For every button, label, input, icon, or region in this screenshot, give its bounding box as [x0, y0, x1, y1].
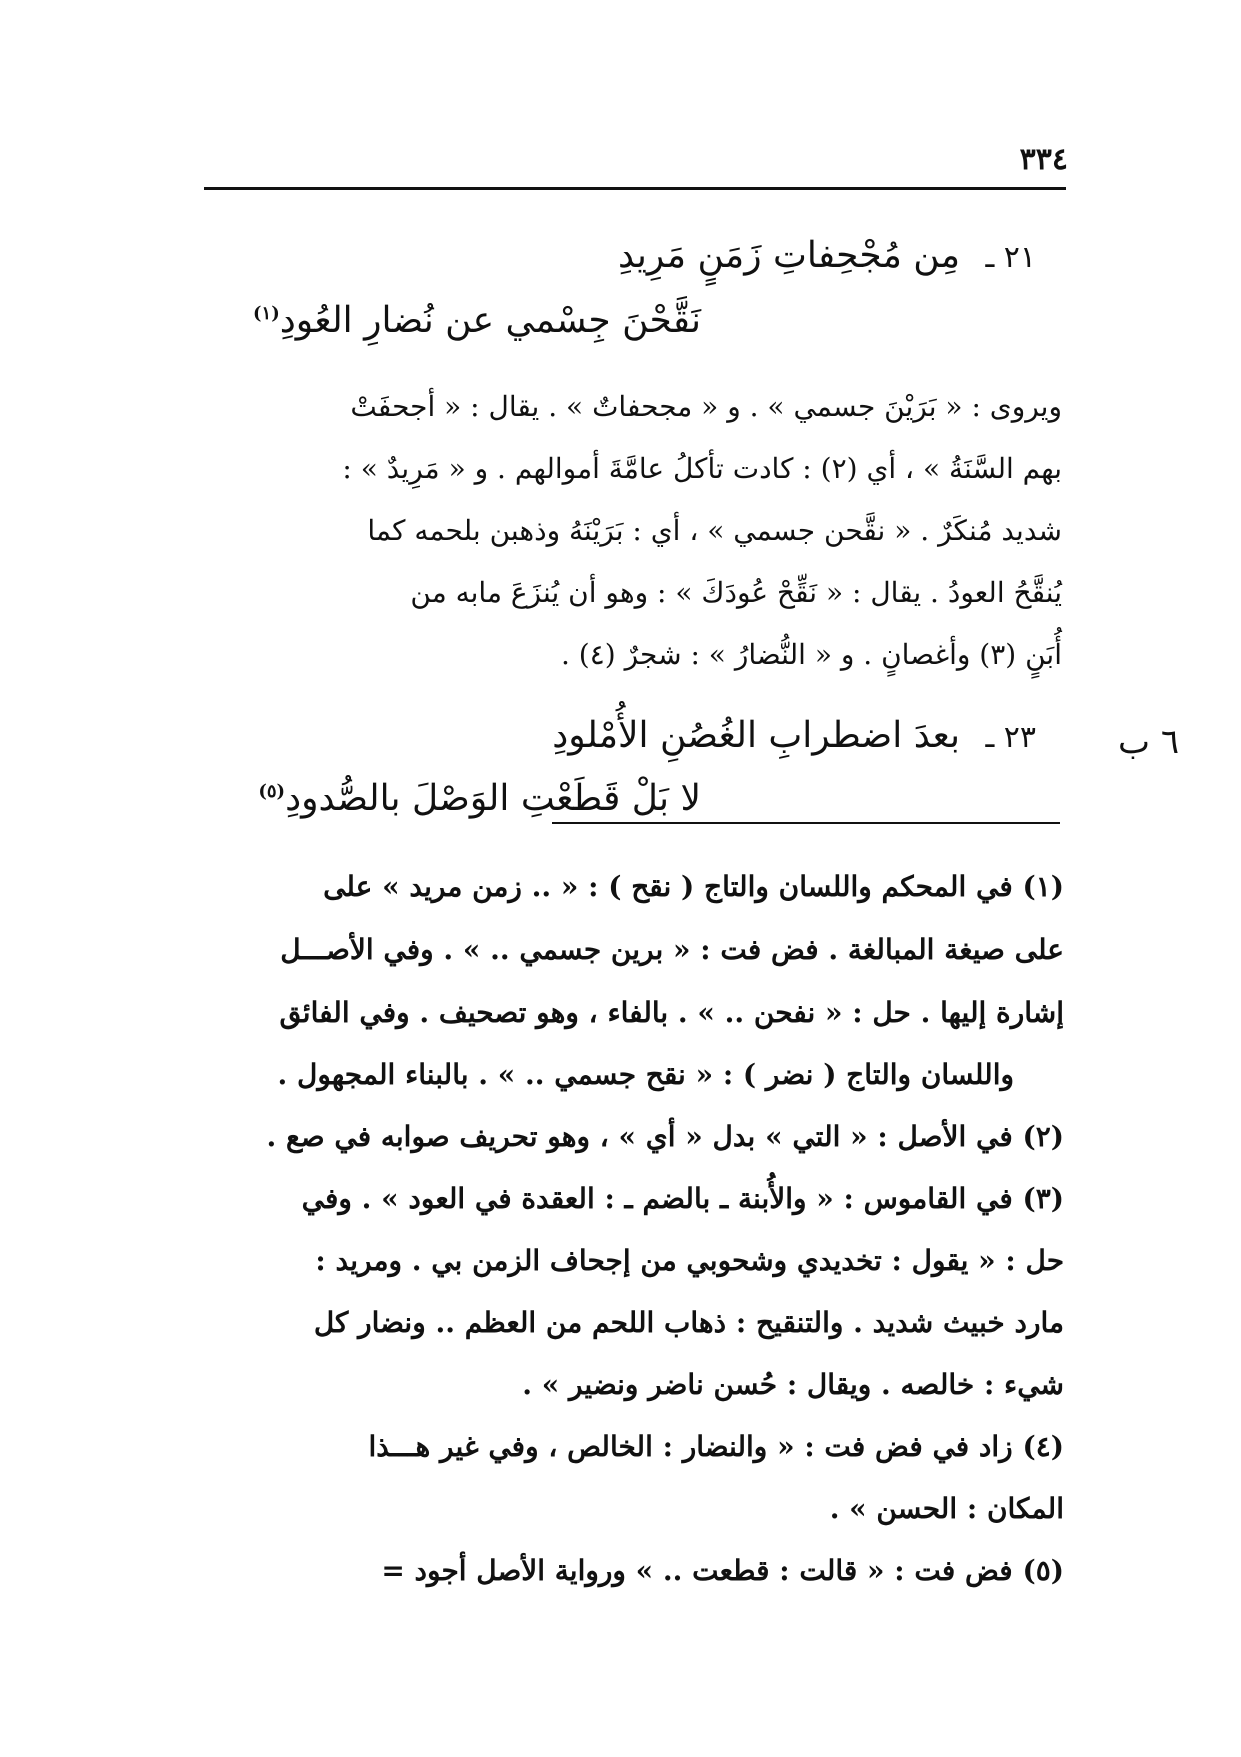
footnote-line: المكان : الحسن » .: [829, 1492, 1064, 1525]
commentary-line: شديد مُنكَرٌ . « نقَّحن جسمي » ، أي : بَرَيْنَهُ وذهبن بلحمه كما: [367, 514, 1062, 547]
verse-21-first-hemistich: [618, 235, 1036, 276]
footnote-line: (٢) في الأصل : « التي » بدل « أي » ، وهو تحريف صوابه في صع .: [266, 1120, 1064, 1153]
footnote-line: حل : « يقول : تخديدي وشحوبي من إجحاف الزمن بي . ومريد :: [315, 1244, 1064, 1277]
verse-23-first-hemistich: [552, 715, 1036, 756]
verse-21-second-hemistich: [253, 300, 701, 341]
footnote-line: (٣) في القاموس : « والأُبنة ـ بالضم ـ : العقدة في العود » . وفي: [301, 1182, 1064, 1215]
footnote-ref: (٥): [258, 781, 286, 802]
commentary-line: ويروى : « بَرَيْنَ جسمي » . و « مجحفاتٌ » . يقال : « أجحفَتْ: [350, 390, 1062, 423]
footnote-line: واللسان والتاج ( نضر ) : « نقح جسمي .. » . بالبناء المجهول .: [277, 1058, 1014, 1091]
footnote-line: مارد خبيث شديد . والتنقيح : ذهاب اللحم من العظم .. ونضار كل: [313, 1306, 1064, 1339]
verse-number: ٢١ ـ: [985, 240, 1036, 275]
footnote-line: (٥) فض فت : « قالت : قطعت .. » ورواية الأصل أجود =: [381, 1554, 1064, 1587]
commentary-line: أُبَنٍ (٣) وأغصانٍ . و « النُّضارُ » : شجرٌ (٤) .: [560, 638, 1062, 671]
footnote-line: على صيغة المبالغة . فض فت : « برين جسمي .. » . وفي الأصـــل: [280, 933, 1064, 966]
verse-number: ٢٣ ـ: [985, 720, 1036, 755]
verse-text: مِن مُجْحِفاتِ زَمَنٍ مَرِيدِ: [618, 235, 960, 276]
footnote-line: (١) في المحكم واللسان والتاج ( نقح ) : « .. زمن مريد » على: [323, 870, 1064, 903]
header-rule: [204, 187, 1066, 190]
verse-23-second-hemistich: [258, 778, 701, 819]
page-number: ٣٣٤: [1019, 142, 1068, 177]
margin-folio-note: ٦ ب: [1118, 722, 1180, 762]
footnote-line: (٤) زاد في فض فت : « والنضار : الخالص ، وفي غير هـــذا: [368, 1430, 1064, 1463]
verse-text: لا بَلْ قَطَعْتِ الوَصْلَ بالصُّدودِ: [285, 778, 701, 819]
verse-text: نَقَّحْنَ جِسْمي عن نُضارِ العُودِ: [279, 300, 701, 341]
footnote-rule: [552, 822, 1060, 824]
verse-text: بعدَ اضطرابِ الغُصُنِ الأُمْلودِ: [552, 715, 960, 756]
footnote-ref: (١): [252, 303, 280, 324]
commentary-line: يُنقَّحُ العودُ . يقال : « نَقِّحْ عُودَكَ » : وهو أن يُنزَعَ مابه من: [410, 576, 1062, 609]
commentary-line: بهم السَّنَةُ » ، أي (٢) : كادت تأكلُ عامَّةَ أموالهم . و « مَرِيدٌ » :: [342, 452, 1062, 485]
footnote-line: شيء : خالصه . ويقال : حُسن ناضر ونضير » .: [522, 1368, 1064, 1401]
footnote-line: إشارة إليها . حل : « نفحن .. » . بالفاء ، وهو تصحيف . وفي الفائق: [279, 996, 1064, 1029]
